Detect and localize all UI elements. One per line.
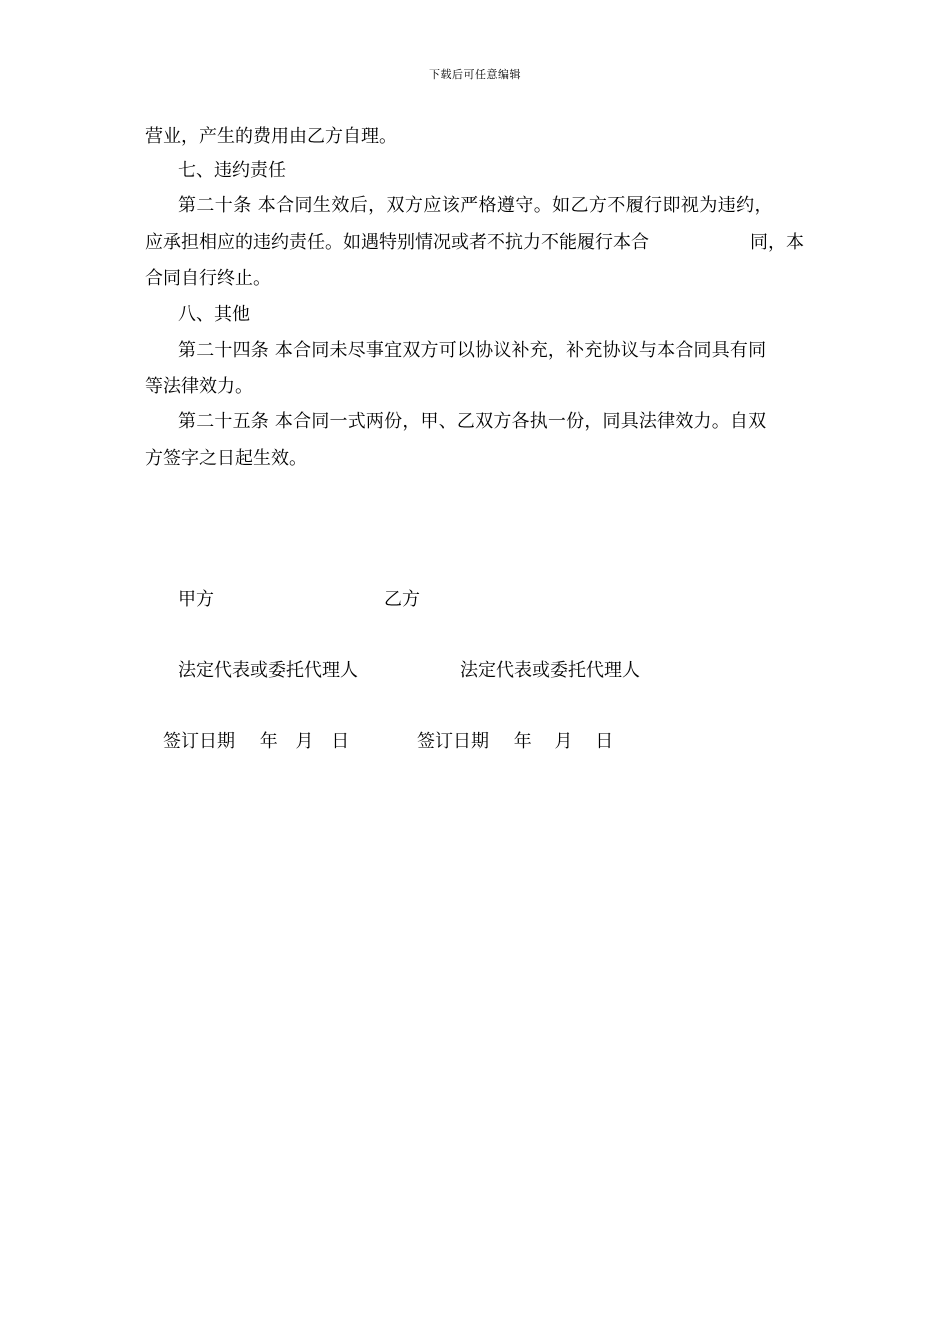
year-label: 年 xyxy=(513,731,532,752)
page-header-note: 下载后可任意编辑 xyxy=(429,68,521,81)
article-20-line: 合同自行终止。 xyxy=(145,268,271,289)
article-20-text: 应承担相应的违约责任。如遇特别情况或者不抗力不能履行本合 xyxy=(145,232,649,253)
party-a-label: 甲方 xyxy=(178,589,214,610)
party-b-label: 乙方 xyxy=(384,589,420,610)
article-20-line: 第二十条 本合同生效后，双方应该严格遵守。如乙方不履行即视为违约， xyxy=(178,195,773,216)
article-25-line: 方签字之日起生效。 xyxy=(145,448,307,469)
party-a-signing-date xyxy=(163,731,349,753)
article-20-text-tail: 同，本 xyxy=(750,232,804,253)
month-label: 月 xyxy=(295,731,314,752)
party-b-signing-date xyxy=(417,731,613,753)
day-label: 日 xyxy=(595,731,614,752)
section-heading-breach: 七、违约责任 xyxy=(178,160,286,181)
year-label: 年 xyxy=(259,731,278,752)
day-label: 日 xyxy=(331,731,350,752)
signing-date-label: 签订日期 xyxy=(163,731,235,752)
article-25-line: 第二十五条 本合同一式两份，甲、乙双方各执一份，同具法律效力。自双 xyxy=(178,411,767,432)
month-label: 月 xyxy=(554,731,573,752)
party-b-representative: 法定代表或委托代理人 xyxy=(460,660,640,681)
article-24-line: 第二十四条 本合同未尽事宜双方可以协议补充，补充协议与本合同具有同 xyxy=(178,340,767,361)
party-a-representative: 法定代表或委托代理人 xyxy=(178,660,358,681)
paragraph-line: 营业，产生的费用由乙方自理。 xyxy=(145,126,397,147)
signing-date-label: 签订日期 xyxy=(417,731,489,752)
section-heading-other: 八、其他 xyxy=(178,304,250,325)
article-24-line: 等法律效力。 xyxy=(145,376,253,397)
article-20-line xyxy=(145,232,805,254)
